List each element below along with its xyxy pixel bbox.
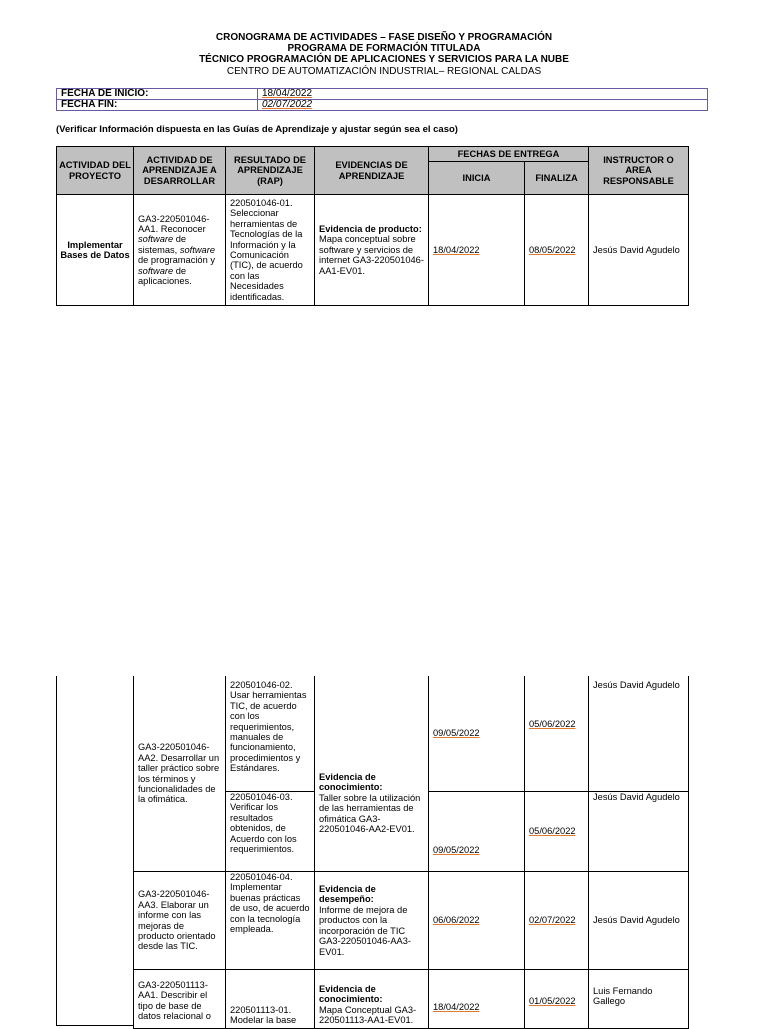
learning-activity-aa3: GA3-220501046-AA3. Elaborar un informe con las mejoras de producto orientado desde las TIC.	[133, 871, 226, 970]
dates-table	[56, 88, 708, 111]
instructor-aa2-b: Jesús David Agudelo	[588, 791, 689, 872]
rap-04: 220501046-04. Implementar buenas prácticas de uso, de acuerdo con la tecnología empleada.	[225, 871, 315, 970]
col-rap: RESULTADO DE APRENDIZAJE (RAP)	[225, 146, 315, 195]
learning-activity-113-aa1: GA3-220501113-AA1. Describir el tipo de base de datos relacional o	[133, 969, 226, 1029]
evidence-aa2: Evidencia de conocimiento: Taller sobre la utilización de las herramientas de ofimática GA3-220501046-AA2-EV01.	[314, 676, 429, 872]
rap-03: 220501046-03. Verificar los resultados obtenidos, de Acuerdo con los requerimientos.	[225, 791, 315, 872]
end-date-aa2-b: 05/06/2022	[524, 791, 589, 872]
col-evidencias: EVIDENCIAS DE APRENDIZAJE	[314, 146, 429, 195]
instructor-aa1: Jesús David Agudelo	[588, 194, 689, 306]
evidence-113-aa1: Evidencia de conocimiento: Mapa Conceptual GA3-220501113-AA1-EV01.	[314, 969, 429, 1029]
start-date-aa3: 06/06/2022	[428, 871, 525, 970]
evidence-aa1: Evidencia de producto: Mapa conceptual sobre software y servicios de internet GA3-220501046-AA1-EV01.	[314, 194, 429, 306]
start-date-aa1: 18/04/2022	[428, 194, 525, 306]
rap-02: 220501046-02. Usar herramientas TIC, de acuerdo con los requerimientos, manuales de funcionamiento, procedimientos y Estándares.	[225, 676, 315, 792]
start-date-113-aa1: 18/04/2022	[428, 969, 525, 1029]
start-date-value: 18/04/2022	[258, 89, 708, 100]
instructor-aa2-a: Jesús David Agudelo	[588, 676, 689, 792]
instructor-113-aa1: Luis Fernando Gallego	[588, 969, 689, 1029]
col-finaliza: FINALIZA	[524, 161, 589, 195]
center-name: CENTRO DE AUTOMATIZACIÓN INDUSTRIAL– REGIONAL CALDAS	[226, 66, 542, 77]
col-aprendizaje: ACTIVIDAD DE APRENDIZAJE A DESARROLLAR	[133, 146, 226, 195]
end-date-aa1: 08/05/2022	[524, 194, 589, 306]
end-date-113-aa1: 01/05/2022	[524, 969, 589, 1029]
learning-activity-aa1: GA3-220501046-AA1. Reconocer software de sistemas, software de programación y software de aplicaciones.	[133, 194, 226, 306]
learning-activity-aa2: GA3-220501046-AA2. Desarrollar un taller práctico sobre los términos y funcionalidades de la ofimática.	[133, 676, 226, 872]
rap-01: 220501046-01. Seleccionar herramientas de Tecnologías de la Información y la Comunicación (TIC), de acuerdo con las Necesidades identificadas.	[225, 194, 315, 306]
col-fechas: FECHAS DE ENTREGA	[428, 146, 589, 162]
start-date-label: FECHA DE INICIO:	[57, 89, 258, 100]
activity-continuation	[56, 676, 134, 1026]
end-date-aa2-a: 05/06/2022	[524, 676, 589, 792]
doc-title: CRONOGRAMA DE ACTIVIDADES – FASE DISEÑO Y PROGRAMACIÓN	[215, 32, 553, 43]
evidence-aa3: Evidencia de desempeño: Informe de mejora de productos con la incorporación de TIC GA3-220501046-AA3-EV01.	[314, 871, 429, 970]
program-title: PROGRAMA DE FORMACIÓN TITULADA	[287, 43, 481, 54]
rap-113-01: 220501113-01. Modelar la base	[225, 969, 315, 1029]
end-date-aa3: 02/07/2022	[524, 871, 589, 970]
activity-implementar-bd: Implementar Bases de Datos	[56, 194, 134, 306]
end-date-value: 02/07/2022	[258, 100, 708, 111]
start-date-aa2-b: 09/05/2022	[428, 791, 525, 872]
col-instructor: INSTRUCTOR O AREA RESPONSABLE	[588, 146, 689, 195]
program-name: TÉCNICO PROGRAMACIÓN DE APLICACIONES Y SERVICIOS PARA LA NUBE	[199, 54, 569, 65]
end-date-label: FECHA FIN:	[57, 100, 258, 111]
col-actividad: ACTIVIDAD DEL PROYECTO	[56, 146, 134, 195]
col-inicia: INICIA	[428, 161, 525, 195]
instructor-aa3: Jesús David Agudelo	[588, 871, 689, 970]
start-date-aa2-a: 09/05/2022	[428, 676, 525, 792]
verification-note: (Verificar Información dispuesta en las Guías de Aprendizaje y ajustar según sea el caso)	[56, 124, 458, 135]
